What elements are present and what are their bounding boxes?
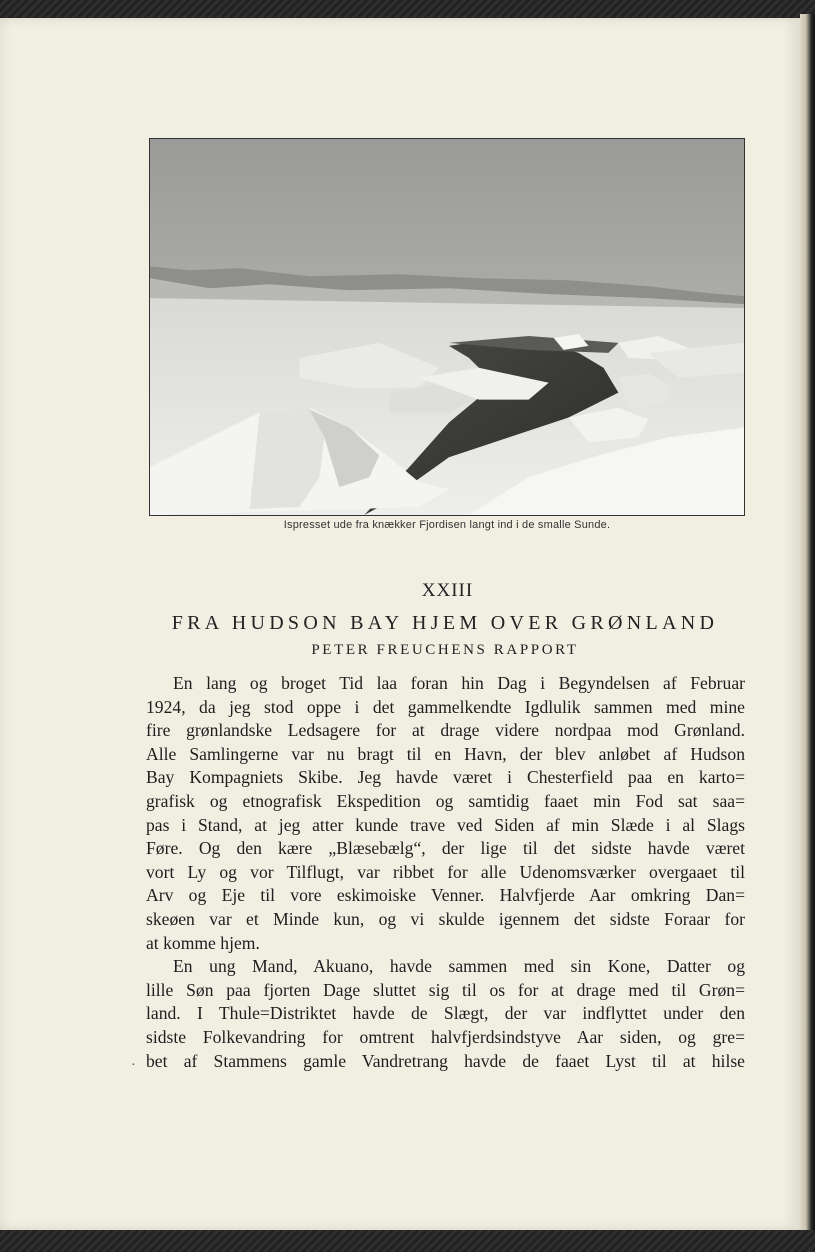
paragraph-line: 1924, da jeg stod oppe i det gammelkendte Igdlulik sammen med mine (146, 696, 745, 717)
body-text (146, 672, 745, 1073)
book-spine-edge (800, 14, 815, 1232)
scan-bottom-border (0, 1230, 815, 1252)
margin-mark: · (131, 1058, 136, 1073)
paragraph-line: bet af Stammens gamle Vandretrang havde de faaet Lyst til at hilse (146, 1050, 745, 1071)
chapter-title: FRA HUDSON BAY HJEM OVER GRØNLAND (171, 612, 719, 634)
paragraph-line: En lang og broget Tid laa foran hin Dag i Begyndelsen af Februar (173, 673, 745, 693)
paragraph-line: Bay Kompagniets Skibe. Jeg havde været i Chesterfield paa en karto= (146, 767, 745, 788)
paragraph-line: Føre. Og den kære „Blæsebælg“, der lige til det sidste havde været (146, 838, 745, 859)
ice-fjord-image-icon (150, 139, 744, 515)
paragraph-line: skeøen var et Minde kun, og vi skulde igennem det sidste Foraar for (146, 908, 745, 929)
paragraph-line: at komme hjem. (146, 932, 260, 953)
paragraph-line: grafisk og etnografisk Ekspedition og samtidig faaet min Fod sat saa= (146, 790, 745, 811)
paragraph-line: lille Søn paa fjorten Dage sluttet sig til os for at drage med til Grøn= (146, 979, 745, 1000)
chapter-number: XXIII (421, 580, 474, 601)
scan-top-border (0, 0, 815, 18)
paragraph-line: En ung Mand, Akuano, havde sammen med sin Kone, Datter og (173, 956, 745, 977)
arctic-ice-photo (149, 138, 745, 516)
paragraph-line: Alle Samlingerne var nu bragt til en Havn, der blev anløbet af Hudson (146, 743, 745, 764)
paragraph-line: land. I Thule=Distriktet havde de Slægt, der var indflyttet under den (146, 1003, 745, 1024)
paragraph-line: fire grønlandske Ledsagere for at drage videre nordpaa mod Grønland. (146, 720, 745, 741)
paragraph-line: Arv og Eje til vore eskimoiske Venner. Halvfjerde Aar omkring Dan= (146, 885, 745, 906)
paragraph-line: vort Ly og vor Tilflugt, var ribbet for alle Udenomsværker overgaaet til (146, 861, 745, 882)
paragraph-line: pas i Stand, at jeg atter kunde trave ved Siden af min Slæde i al Slags (146, 814, 745, 835)
paragraph-line: sidste Folkevandring for omtrent halvfjerdsindstyve Aar siden, og gre= (146, 1026, 745, 1047)
chapter-subtitle: PETER FREUCHENS RAPPORT (311, 642, 579, 658)
photo-caption: Ispresset ude fra knækker Fjordisen langt ind i de smalle Sunde. (283, 519, 611, 531)
